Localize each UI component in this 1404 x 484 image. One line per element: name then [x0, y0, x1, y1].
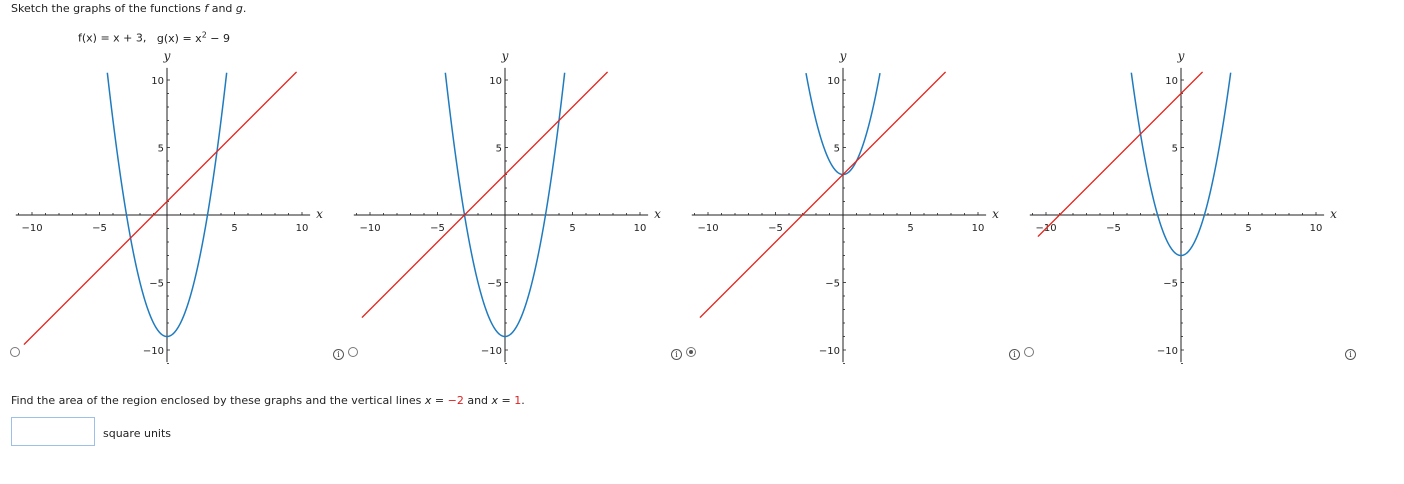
g-definition — [157, 32, 230, 45]
graph-option-4 — [1035, 48, 1337, 362]
f-definition: f(x) = x + 3, — [78, 31, 147, 45]
prompt-pre: Sketch the graphs of the functions — [11, 2, 205, 15]
question-x2-value: 1 — [514, 394, 522, 407]
axes — [16, 49, 323, 364]
prompt-text — [11, 2, 246, 15]
info-icon[interactable]: i — [671, 349, 682, 360]
y-tick-label: −10 — [480, 346, 502, 357]
x-tick-label: 5 — [231, 223, 238, 234]
question-eq-1: = — [431, 394, 448, 407]
question-and: and — [463, 394, 492, 407]
y-tick-label: −10 — [1156, 346, 1178, 357]
prompt-post: . — [242, 2, 247, 15]
g-def-tail: − 9 — [206, 31, 230, 45]
info-icon[interactable]: i — [333, 349, 344, 360]
question-x1-value: −2 — [447, 394, 464, 407]
x-tick-label: −5 — [92, 223, 107, 234]
y-tick-label: 10 — [1165, 76, 1178, 87]
x-tick-label: −10 — [697, 223, 719, 234]
x-tick-label: −5 — [768, 223, 783, 234]
y-tick-label: 5 — [1171, 143, 1178, 155]
question-x2-var: x — [491, 394, 499, 407]
graph-option-1 — [21, 48, 323, 362]
question-pre: Find the area of the region enclosed by these graphs and the vertical lines — [11, 394, 425, 407]
question-x1-var: x — [424, 394, 432, 407]
x-axis-name: x — [654, 207, 661, 221]
x-tick-label: 5 — [569, 223, 576, 234]
axes — [692, 49, 999, 364]
x-tick-label: 10 — [633, 223, 647, 234]
g-def-base: g(x) = x — [156, 31, 202, 45]
answer-input[interactable] — [11, 417, 95, 446]
x-axis-name: x — [1330, 207, 1337, 221]
y-tick-label: 10 — [151, 76, 164, 87]
line-curve — [24, 72, 297, 345]
x-tick-label: 5 — [1245, 223, 1252, 234]
y-axis-name: y — [839, 48, 847, 63]
y-tick-label: 5 — [157, 143, 164, 155]
prompt-f: f — [204, 2, 209, 15]
y-tick-label: −5 — [487, 278, 502, 290]
prompt-and: and — [208, 2, 236, 15]
units-label: square units — [103, 427, 172, 440]
x-tick-label: 10 — [971, 223, 985, 234]
y-tick-label: −5 — [1163, 278, 1178, 290]
line-curve — [700, 72, 946, 318]
x-tick-label: −10 — [21, 223, 43, 234]
graph-option-4-svg — [1035, 48, 1337, 362]
radio-option-2[interactable] — [348, 347, 358, 357]
y-tick-label: 10 — [489, 76, 502, 87]
x-tick-label: 10 — [295, 223, 309, 234]
y-axis-name: y — [1177, 48, 1185, 63]
x-tick-label: −5 — [1106, 223, 1121, 234]
y-tick-label: −5 — [825, 278, 840, 290]
y-axis-name: y — [163, 48, 171, 63]
g-def-exponent: 2 — [201, 30, 207, 39]
question-eq-2: = — [498, 394, 515, 407]
y-tick-label: 5 — [833, 143, 840, 155]
x-tick-label: 5 — [907, 223, 914, 234]
prompt-g: g — [235, 2, 243, 15]
radio-option-3[interactable] — [686, 347, 696, 357]
graph-option-3-svg — [697, 48, 999, 362]
x-axis-name: x — [992, 207, 999, 221]
graph-option-2-svg — [359, 48, 661, 362]
question-text — [11, 394, 525, 407]
radio-option-4[interactable] — [1024, 347, 1034, 357]
info-icon[interactable]: i — [1009, 349, 1020, 360]
graph-option-1-svg — [21, 48, 323, 362]
question-post: . — [521, 394, 525, 407]
line-curve — [362, 72, 608, 318]
y-axis-name: y — [501, 48, 509, 63]
x-tick-label: 10 — [1309, 223, 1323, 234]
x-tick-label: −10 — [359, 223, 381, 234]
info-icon[interactable]: i — [1345, 349, 1356, 360]
graph-option-3 — [697, 48, 999, 362]
y-tick-label: −5 — [149, 278, 164, 290]
axes — [354, 49, 661, 364]
x-tick-label: −10 — [1035, 223, 1057, 234]
axes — [1030, 49, 1337, 364]
graph-option-2 — [359, 48, 661, 362]
y-tick-label: −10 — [142, 346, 164, 357]
function-definitions — [78, 30, 230, 45]
y-tick-label: 5 — [495, 143, 502, 155]
x-axis-name: x — [316, 207, 323, 221]
radio-option-1[interactable] — [10, 347, 20, 357]
x-tick-label: −5 — [430, 223, 445, 234]
y-tick-label: −10 — [818, 346, 840, 357]
y-tick-label: 10 — [827, 76, 840, 87]
